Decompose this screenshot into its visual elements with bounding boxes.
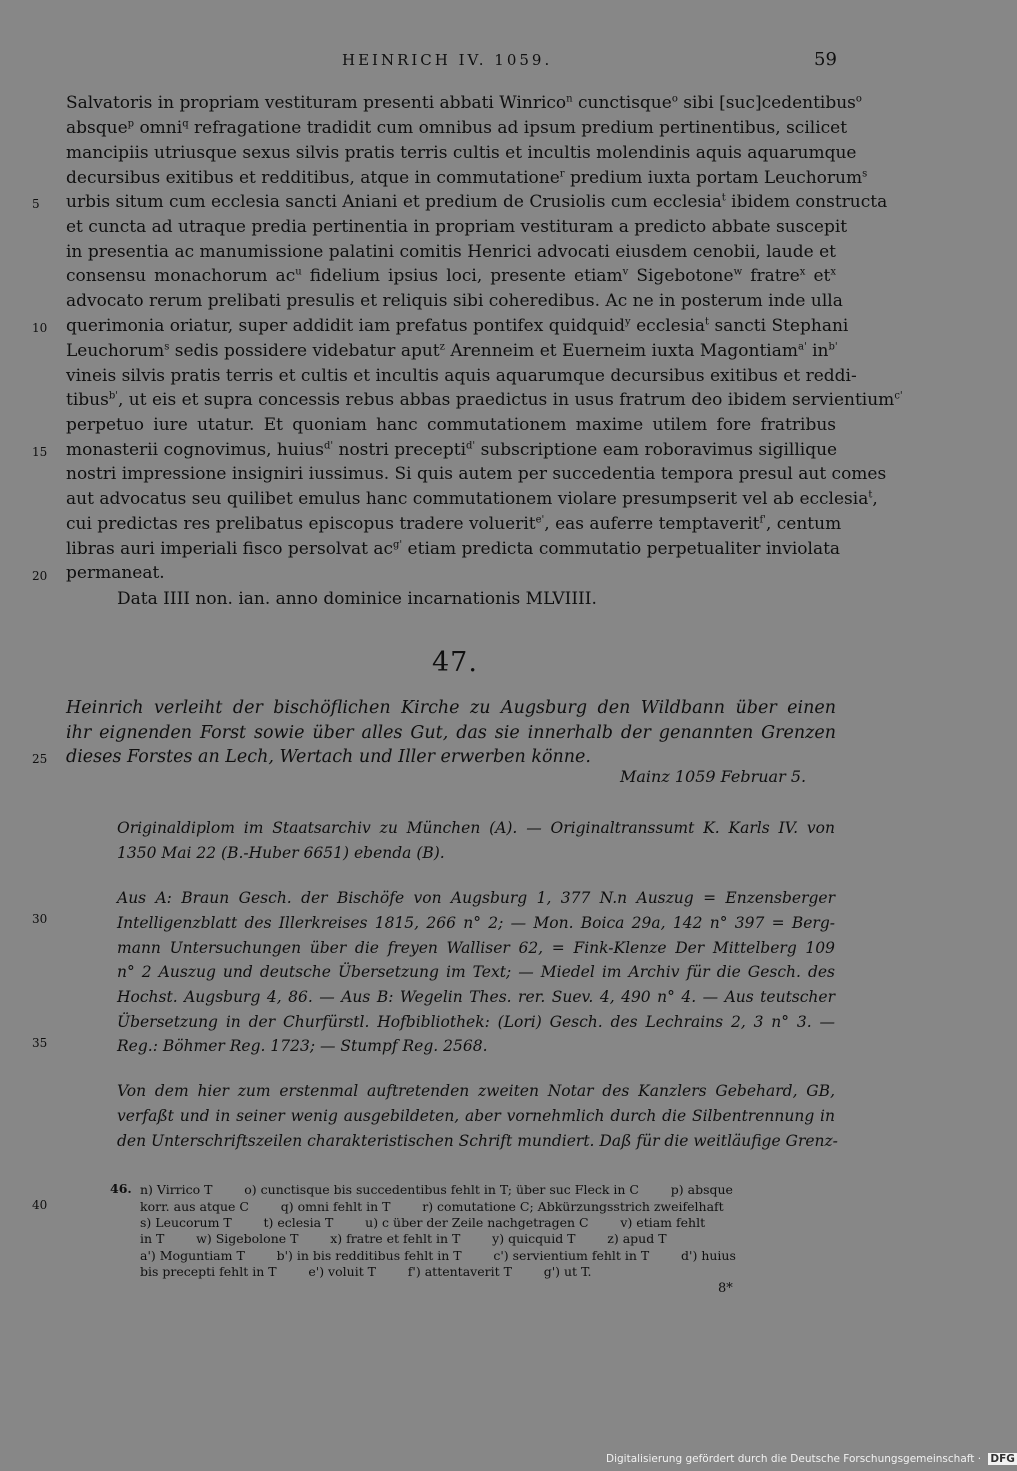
footnote-line: n) Virrico T o) cunctisque bis succedentibus fehlt in T; über suc Fleck in C p) absque — [140, 1182, 733, 1197]
dfg-logo: DFG — [990, 1453, 1015, 1465]
body-line: advocato rerum prelibati presulis et reliquis sibi coheredibus. Ac ne in posterum inde ulla — [66, 291, 843, 311]
margin-line-number: 5 — [32, 197, 40, 211]
regest-line: Heinrich verleiht der bischöflichen Kirche zu Augsburg den Wildbann über einen — [66, 698, 836, 718]
tradition-line: 1350 Mai 22 (B.-Huber 6651) ebenda (B). — [117, 844, 445, 862]
sheet-signature: 8* — [718, 1281, 733, 1296]
document-number: 47. — [432, 647, 478, 678]
margin-line-number: 15 — [32, 445, 48, 459]
regest-line: dieses Forstes an Lech, Wertach und Iller erwerben könne. — [66, 747, 591, 767]
footnote-lead: 46. — [110, 1181, 132, 1196]
body-line: vineis silvis pratis terris et cultis et incultis aquis aquarumque decursibus exitibus et reddi- — [66, 366, 857, 386]
body-line: cui predictas res prelibatus episcopus tradere voluerit$^{e'}$, eas auferre temptaverit$^{f'}$, centum — [66, 514, 842, 534]
editions-line: Übersetzung in der Churfürstl. Hofbibliothek: (Lori) Gesch. des Lechrains 2, 3 n° 3. — — [117, 1013, 835, 1031]
body-line: nostri impressione insigniri iussimus. Si quis autem per succedentia tempora presul aut comes — [66, 464, 887, 484]
editions-line: Hochst. Augsburg 4, 86. — Aus B: Wegelin Thes. rer. Suev. 4, 490 n° 4. — Aus teutscher — [117, 988, 835, 1006]
body-line: monasterii cognovimus, huius$^{d'}$ nostri precepti$^{d'}$ subscriptione eam roboravimus sigillique — [66, 440, 838, 460]
editions-line: mann Untersuchungen über die freyen Walliser 62, = Fink-Klenze Der Mittelberg 109 — [117, 939, 835, 957]
body-line: mancipiis utriusque sexus silvis pratis terris cultis et incultis molendinis aquis aquarumque — [66, 143, 857, 163]
editions-line: Intelligenzblatt des Illerkreises 1815, 266 n° 2; — Mon. Boica 29a, 142 n° 397 = Berg- — [117, 914, 835, 932]
commentary-line: Von dem hier zum erstenmal auftretenden zweiten Notar des Kanzlers Gebehard, GB, — [117, 1082, 835, 1100]
body-line: Leuchorum$^s$ sedis possidere videbatur aput$^z$ Arenneim et Euerneim iuxta Magontiam$^{a'}$ $in^{b'}$ — [66, 341, 838, 361]
tradition-line: Originaldiplom im Staatsarchiv zu München (A). — Originaltranssumt K. Karls IV. von — [117, 819, 835, 837]
body-line: libras auri imperiali fisco persolvat $ac^{g'}$ etiam predicta commutatio perpetualiter inviolata — [66, 539, 841, 559]
editions-line: n° 2 Auszug und deutsche Übersetzung im Text; — Miedel im Archiv für die Gesch. des — [117, 963, 835, 981]
page-number: 59 — [814, 49, 837, 70]
footnote-line: a') Moguntiam T b') in bis redditibus fehlt in T c') servientium fehlt in T d') huius — [140, 1248, 736, 1263]
footnote-line: korr. aus atque C q) omni fehlt in T r) comutatione C; Abkürzungsstrich zweifelhaft — [140, 1199, 724, 1214]
regest-line: ihr eignenden Forst sowie über alles Gut, das sie innerhalb der genannten Grenzen — [66, 723, 836, 743]
digitization-credit: Digitalisierung gefördert durch die Deutsche Forschungsgemeinschaft · DFG — [606, 1453, 1015, 1465]
body-line: in presentia ac manumissione palatini comitis Henrici advocati eiusdem cenobii, laude et — [66, 242, 836, 262]
body-line: Salvatoris in propriam vestituram presenti abbati Winrico$^n$ cunctisque$^o$ sibi [suc]cedentibus$^o$ — [66, 93, 862, 113]
body-line: querimonia oriatur, super addidit iam prefatus pontifex quidquid$^y$ ecclesia$^t$ sancti Stephani — [66, 316, 849, 336]
commentary-line: den Unterschriftszeilen charakteristischen Schrift mundiert. Daß für die weitläufige Grenz- — [117, 1132, 838, 1150]
running-header: HEINRICH IV. 1059. — [342, 51, 553, 69]
margin-line-number: 10 — [32, 321, 48, 335]
margin-line-number: 35 — [32, 1036, 48, 1050]
body-line: absque$^p$ omni$^q$ refragatione tradidit cum omnibus ad ipsum predium pertinentibus, scilicet — [66, 118, 848, 138]
credit-text: Digitalisierung gefördert durch die Deutsche Forschungsgemeinschaft — [606, 1453, 975, 1465]
body-line: aut advocatus seu quilibet emulus hanc commutationem violare presumpserit vel ab ecclesia$^t$, — [66, 489, 878, 509]
footnote-line: bis precepti fehlt in T e') voluit T f') attentaverit T g') ut T. — [140, 1264, 592, 1279]
place-and-date: Mainz 1059 Februar 5. — [620, 767, 807, 786]
footnote-line: s) Leucorum T t) eclesia T u) c über der Zeile nachgetragen C v) etiam fehlt — [140, 1215, 706, 1230]
body-line: permaneat. — [66, 563, 165, 583]
body-line: tibus$^{b'}$, ut eis et supra concessis rebus abbas praedictus in usus fratrum deo ibidem servientium$^{c'}$ — [66, 390, 903, 410]
body-line: decursibus exitibus et redditibus, atque in commutatione$^r$ predium iuxta portam Leuchorum$^s$ — [66, 168, 868, 188]
margin-line-number: 20 — [32, 569, 48, 583]
commentary-line: verfaßt und in seiner wenig ausgebildeten, aber vornehmlich durch die Silbentrennung in — [117, 1107, 835, 1125]
editions-line: Aus A: Braun Gesch. der Bischöfe von Augsburg 1, 377 N.n Auszug = Enzensberger — [117, 889, 835, 907]
margin-line-number: 40 — [32, 1198, 48, 1212]
editions-line: Reg.: Böhmer Reg. 1723; — Stumpf Reg. 2568. — [117, 1037, 488, 1055]
footnote-line: in T w) Sigebolone T x) fratre et fehlt in T y) quicquid T z) apud T — [140, 1231, 667, 1246]
body-line: et cuncta ad utraque predia pertinentia in propriam vestituram a predicto abbate suscepit — [66, 217, 848, 237]
body-line: consensu monachorum $ac^u$ fidelium ipsius loci, presente etiam$^v$ Sigebotone$^w$ fratre$^x$ $et^x$ — [66, 266, 837, 286]
body-line: perpetuo iure utatur. Et quoniam hanc commutationem maxime utilem fore fratribus — [66, 415, 836, 435]
margin-line-number: 25 — [32, 752, 48, 766]
body-line: urbis situm cum ecclesia sancti Aniani et predium de Crusiolis cum ecclesia$^t$ ibidem constructa — [66, 192, 888, 212]
dating-clause: Data IIII non. ian. anno dominice incarnationis MLVIIII. — [117, 589, 597, 609]
margin-line-number: 30 — [32, 912, 48, 926]
